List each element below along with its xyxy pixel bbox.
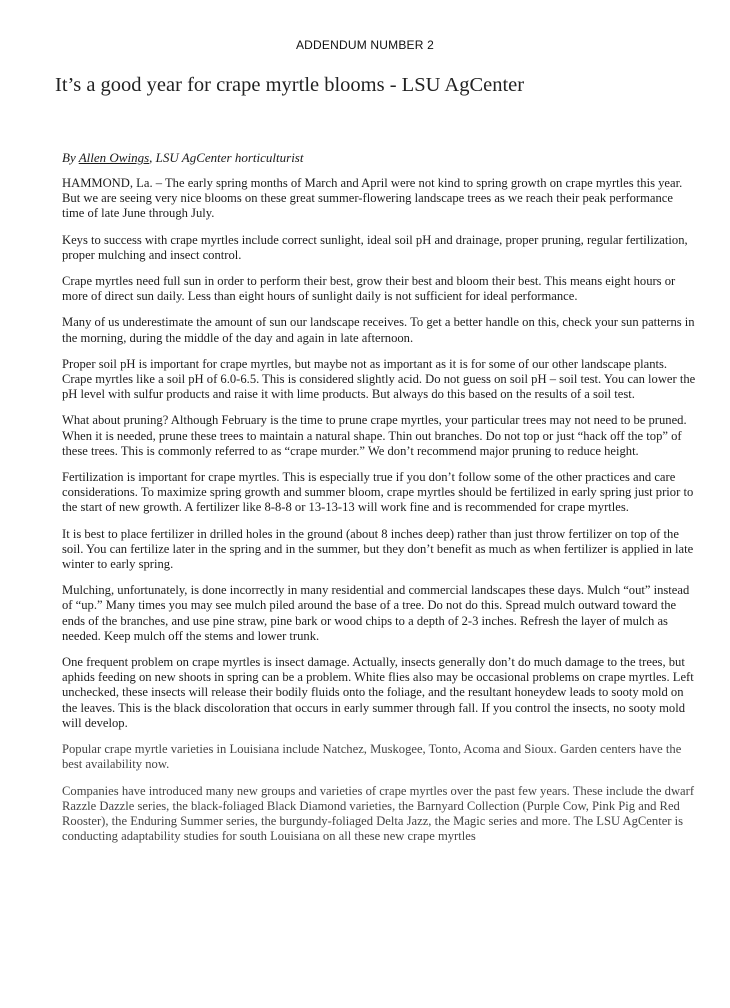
paragraph-sunlight: Crape myrtles need full sun in order to perform their best, grow their best and bloom their best. This means eight hours or more of direct sun daily. Less than eight hours of sunlight daily is not sufficient for ideal performance. [62, 274, 676, 304]
addendum-heading: ADDENDUM NUMBER 2 [295, 38, 435, 52]
article-body [62, 150, 698, 855]
byline-suffix: , LSU AgCenter horticulturist [149, 150, 304, 165]
paragraph-varieties: Popular crape myrtle varieties in Louisiana include Natchez, Muskogee, Tonto, Acoma and Sioux. Garden centers have the best availability now. [62, 742, 682, 772]
byline-prefix: By [62, 150, 79, 165]
paragraph-new-varieties: Companies have introduced many new groups and varieties of crape myrtles over the past few years. These include the dwarf Razzle Dazzle series, the black-foliaged Black Diamond varieties, the Barnyard Collection (Purple Cow, Pink Pig and Red Rooster), the Enduring Summer series, the burgundy-foliaged Delta Jazz, the Magic series and more. The LSU AgCenter is conducting adaptability studies for south Louisiana on all these new crape myrtles [62, 783, 695, 844]
paragraph-intro: HAMMOND, La. – The early spring months of March and April were not kind to spring growth on crape myrtles this year. But we are seeing very nice blooms on these great summer-flowering landscape trees as we reach their peak performance time of late June through July. [62, 176, 683, 221]
paragraph-insects: One frequent problem on crape myrtles is insect damage. Actually, insects generally don’t do much damage to the trees, but aphids feeding on new shoots in spring can be a problem. White flies also may be occasional problems on crape myrtles. Left unchecked, these insects will release their bodily fluids onto the foliage, and the resultant honeydew leads to sooty mold on the leaves. This is the black discoloration that occurs in early summer through fall. If you control the insects, no sooty mold will develop. [62, 655, 694, 730]
paragraph-pruning: What about pruning? Although February is the time to prune crape myrtles, your particular trees may not need to be pruned. When it is needed, prune these trees to maintain a natural shape. Thin out branches. Do not top or just “hack off the top” of these trees. This is commonly referred to as “crape murder.” We don’t recommend major pruning to reduce height. [62, 413, 687, 458]
paragraph-sun-patterns: Many of us underestimate the amount of sun our landscape receives. To get a better handle on this, check your sun patterns in the morning, during the middle of the day and again in late afternoon. [62, 315, 695, 345]
paragraph-mulching: Mulching, unfortunately, is done incorrectly in many residential and commercial landscapes these days. Mulch “out” instead of “up.” Many times you may see mulch piled around the base of a tree. Do not do this. Spread mulch outward toward the ends of the branches, and use pine straw, pine bark or wood chips to a depth of 2-3 inches. Refresh the layer of mulch as needed. Keep mulch off the stems and lower trunk. [62, 583, 690, 643]
paragraph-keys: Keys to success with crape myrtles include correct sunlight, ideal soil pH and drainage, proper pruning, regular fertilization, proper mulching and insect control. [62, 232, 688, 262]
author-link[interactable]: Allen Owings [78, 150, 150, 165]
paragraph-soil-ph: Proper soil pH is important for crape myrtles, but maybe not as important as it is for some of our other landscape plants. Crape myrtles like a soil pH of 6.0-6.5. This is considered slightly acid. Do not guess on soil pH – soil test. You can lower the pH level with sulfur products and raise it with lime products. But always do this based on the results of a soil test. [62, 356, 696, 402]
paragraph-fertilization: Fertilization is important for crape myrtles. This is especially true if you don’t follow some of the other practices and care considerations. To maximize spring growth and summer bloom, crape myrtles should be fertilized in early spring just prior to the start of new growth. A fertilizer like 8-8-8 or 13-13-13 will work fine and is recommended for crape myrtles. [62, 470, 694, 515]
byline [62, 150, 698, 166]
article-title: It’s a good year for crape myrtle blooms - LSU AgCenter [55, 74, 525, 96]
paragraph-fertilizer-placement: It is best to place fertilizer in drilled holes in the ground (about 8 inches deep) rather than just throw fertilizer on top of the soil. You can fertilize later in the spring and in the summer, but they don’t benefit as much as when fertilizer is applied in late winter to early spring. [62, 526, 694, 572]
